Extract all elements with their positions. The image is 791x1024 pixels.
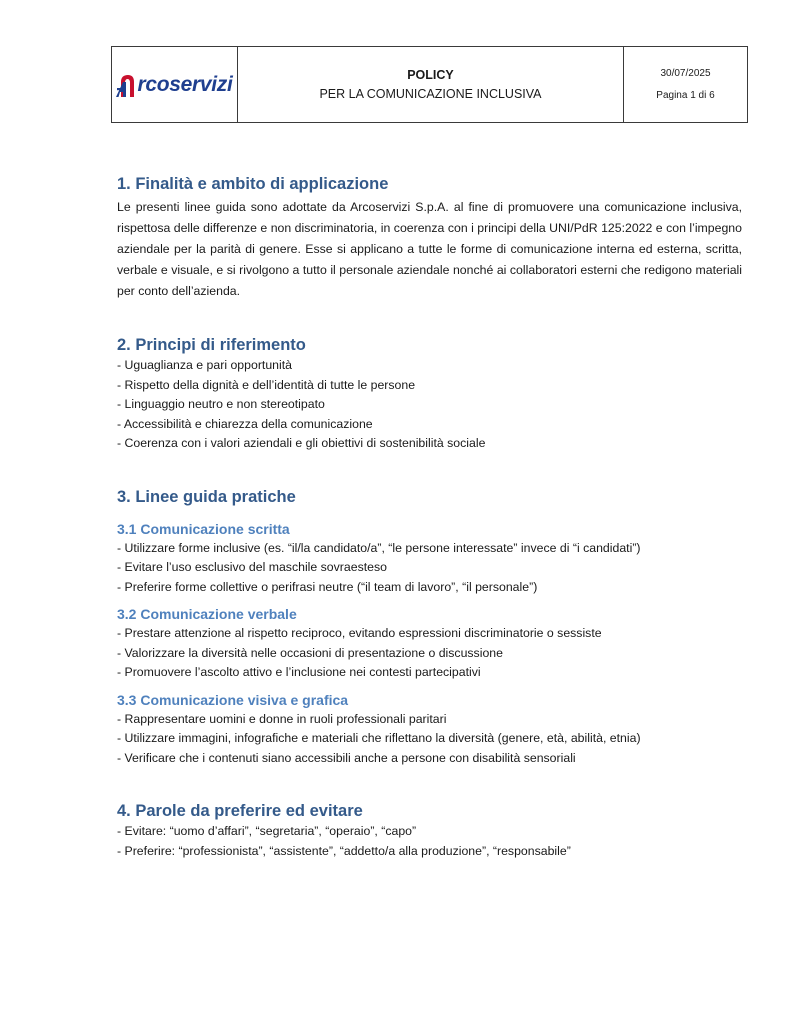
subsection-3-2 xyxy=(117,605,742,683)
section-paragraph: Le presenti linee guida sono adottate da Arcoservizi S.p.A. al fine di promuovere una comunicazione inclusiva, rispettosa delle differenze e non discriminatoria, in coerenza con i principi della UNI/PdR 125:2022 e con l’impegno aziendale per la parità di genere. Esse si applicano a tutte le forme di comunicazione interna ed esterna, scritta, verbale e visuale, e si rivolgono a tutto il personale aziendale nonché ai collaboratori esterni che redigono materiali per conto dell’azienda. xyxy=(117,200,742,298)
list-item: - Verificare che i contenuti siano accessibili anche a persone con disabilità sensoriali xyxy=(117,750,576,765)
list-item: - Evitare: “uomo d’affari”, “segretaria”, “operaio”, “capo” xyxy=(117,824,417,838)
list-item: - Coerenza con i valori aziendali e gli obiettivi di sostenibilità sociale xyxy=(117,436,486,450)
section-heading: 3. Linee guida pratiche xyxy=(117,487,296,506)
subsection-heading: 3.3 Comunicazione visiva e grafica xyxy=(117,691,349,708)
list-item: - Uguaglianza e pari opportunità xyxy=(117,358,293,372)
section-1 xyxy=(117,173,742,302)
list-item: - Linguaggio neutro e non stereotipato xyxy=(117,397,325,411)
logo-cell xyxy=(112,47,238,122)
subsection-3-3 xyxy=(117,691,742,769)
logo-arc-icon xyxy=(116,73,136,97)
document-date: 30/07/2025 xyxy=(660,67,711,79)
meta-cell xyxy=(624,47,747,122)
subsection-3-1 xyxy=(117,520,742,598)
logo-text: rcoservizi xyxy=(137,72,233,96)
list-item: - Accessibilità e chiarezza della comunicazione xyxy=(117,416,373,431)
company-logo xyxy=(116,73,232,97)
section-heading: 2. Principi di riferimento xyxy=(117,336,306,354)
list-item: - Preferire: “professionista”, “assistente”, “addetto/a alla produzione”, “responsabile” xyxy=(117,843,571,858)
page-number: Pagina 1 di 6 xyxy=(656,89,715,101)
list-item: - Evitare l’uso esclusivo del maschile sovraesteso xyxy=(117,560,387,574)
list-item: - Utilizzare forme inclusive (es. “il/la candidato/a”, “le persone interessate” invece di “i candidati”) xyxy=(117,540,641,555)
list-item: - Rispetto della dignità e dell’identità di tutte le persone xyxy=(117,377,416,392)
list-item: - Prestare attenzione al rispetto reciproco, evitando espressioni discriminatorie o sessiste xyxy=(117,626,602,640)
section-heading: 1. Finalità e ambito di applicazione xyxy=(117,175,389,193)
list-item: - Rappresentare uomini e donne in ruoli professionali paritari xyxy=(117,711,447,726)
document-header xyxy=(111,46,748,123)
list-item: - Preferire forme collettive o perifrasi neutre (“il team di lavoro”, “il personale”) xyxy=(117,579,538,594)
section-2 xyxy=(117,334,742,454)
document-title: PER LA COMUNICAZIONE INCLUSIVA xyxy=(319,86,542,101)
document-type: POLICY xyxy=(407,67,454,82)
list-item: - Promuovere l’ascolto attivo e l’inclusione nei contesti partecipativi xyxy=(117,665,481,679)
section-4 xyxy=(117,800,742,861)
section-3 xyxy=(117,486,742,769)
subsection-heading: 3.1 Comunicazione scritta xyxy=(117,520,290,537)
list-item: - Utilizzare immagini, infografiche e materiali che riflettano la diversità (genere, età, abilità, etnia) xyxy=(117,731,641,745)
document-body xyxy=(117,173,742,861)
subsection-heading: 3.2 Comunicazione verbale xyxy=(117,606,297,622)
section-heading: 4. Parole da preferire ed evitare xyxy=(117,802,363,820)
title-cell xyxy=(238,47,624,122)
list-item: - Valorizzare la diversità nelle occasioni di presentazione o discussione xyxy=(117,645,503,660)
